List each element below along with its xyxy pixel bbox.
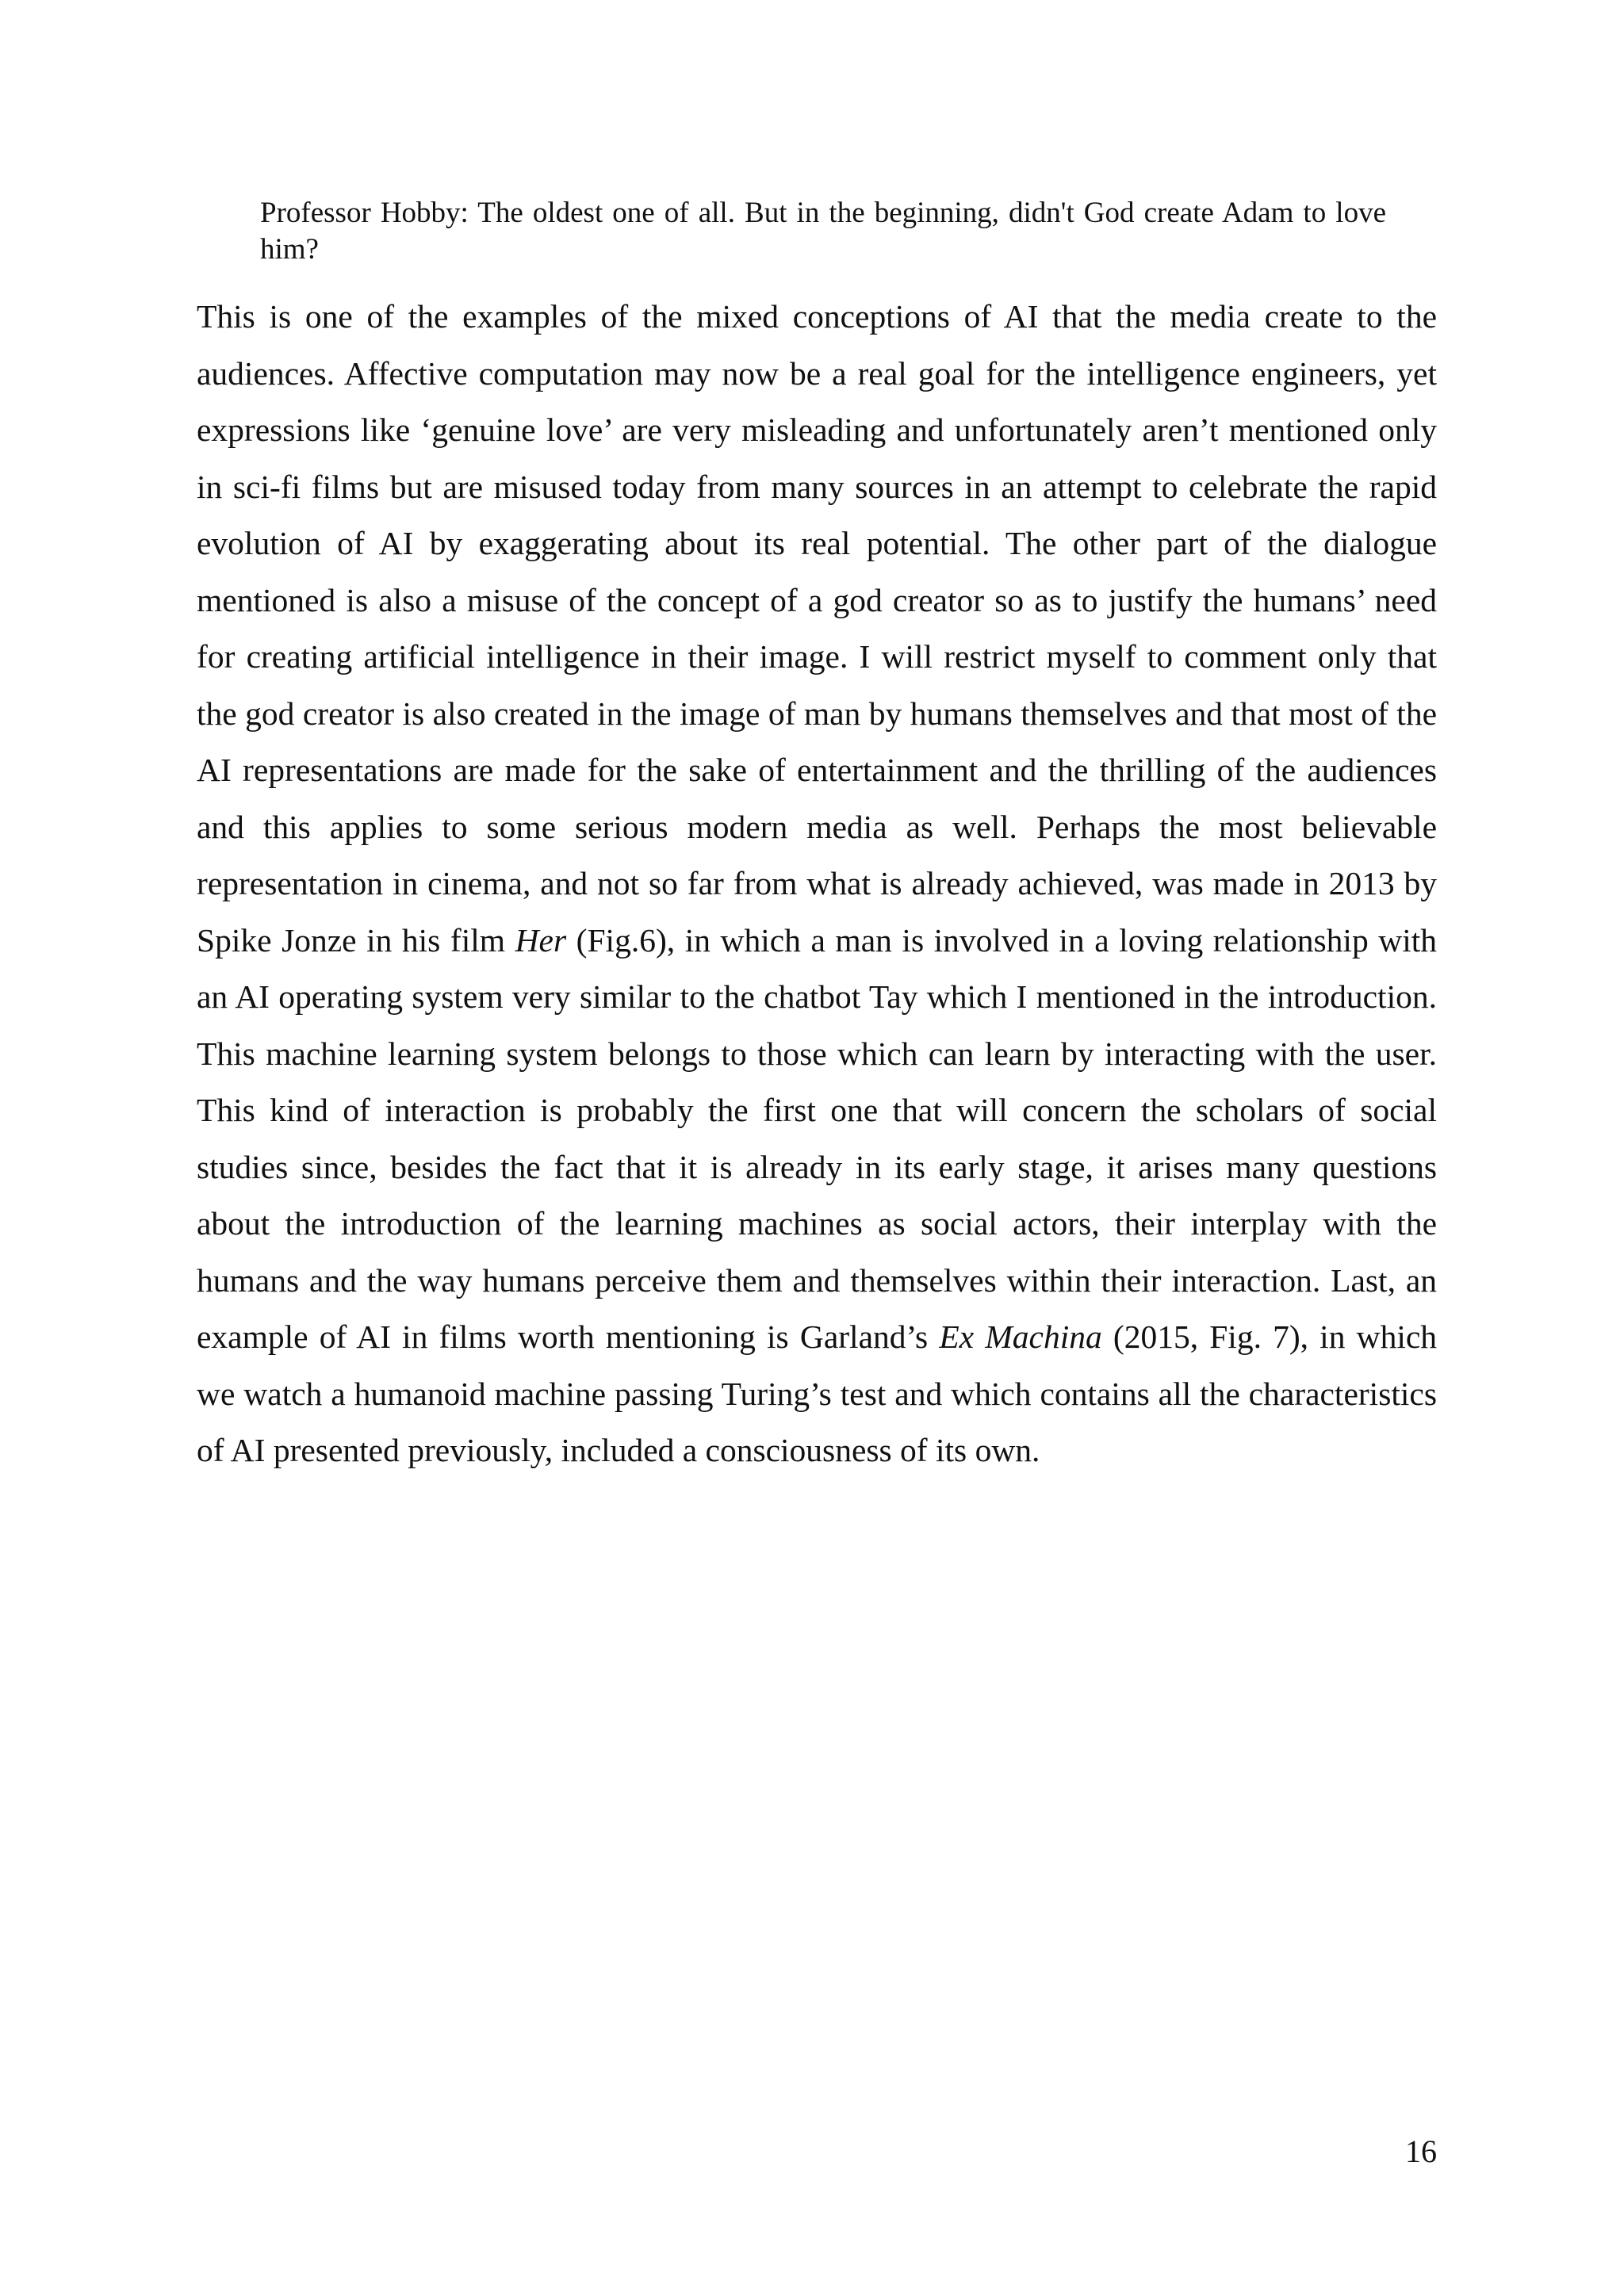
block-quote: Professor Hobby: The oldest one of all. But in the beginning, didn't God create Adam to love him?: [260, 197, 1386, 266]
paragraph-text-part-1: This is one of the examples of the mixed conceptions of AI that the media create to the audiences. Affective computation may now be a real goal for the intelligence engineers, yet expressions like ‘genuine love’ are very misleading and unfortunately aren’t mentioned only in sci-fi films but are misused today from many sources in an attempt to celebrate the rapid evolution of AI by exaggerating about its real potential. The other part of the dialogue mentioned is also a misuse of the concept of a god creator so as to justify the humans’ need for creating artificial intelligence in their image. I will restrict myself to comment only that the god creator is also created in the image of man by humans themselves and that most of the AI representations are made for the sake of entertainment and the thrilling of the audiences and this applies to some serious modern media as well. Perhaps the most believable representation in cinema, and not so far from what is already achieved, was made in 2013 by Spike Jonze in his film: [197, 298, 1437, 959]
page-number: 16: [1405, 2133, 1437, 2169]
paragraph-text-part-2: (Fig.6), in which a man is involved in a loving relationship with an AI operating system very similar to the chatbot Tay which I mentioned in the introduction. This machine learning system belongs to those which can learn by interacting with the user. This kind of interaction is probably the first one that will concern the scholars of social studies since, besides the fact that it is already in its early stage, it arises many questions about the introduction of the learning machines as social actors, their interplay with the humans and the way humans perceive them and themselves within their interaction. Last, an example of AI in films worth mentioning is Garland’s: [197, 921, 1438, 1355]
film-title-her: Her: [515, 921, 567, 959]
body-paragraph: [197, 289, 1437, 1479]
paragraph-text-part-3: (2015, Fig. 7), in which we watch a humanoid machine passing Turing’s test and which contains all the characteristics of AI presented previously, included a consciousness of its own.: [197, 1318, 1438, 1468]
film-title-ex-machina: Ex Machina: [939, 1318, 1102, 1355]
